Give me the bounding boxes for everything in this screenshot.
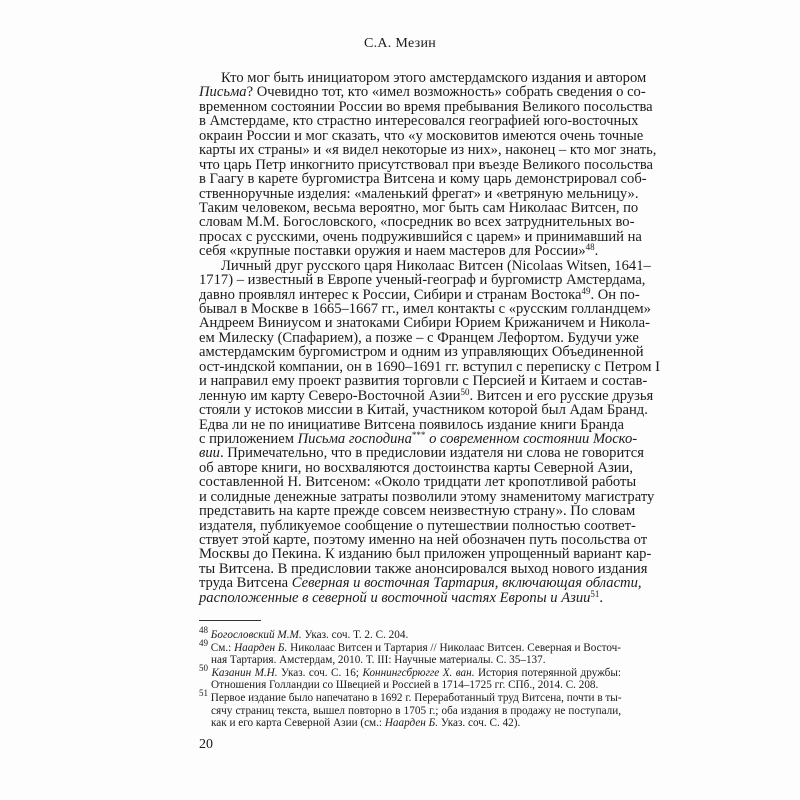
footnotes (199, 625, 622, 730)
text-run: Указ. соч. Т. 2. С. 204. (301, 629, 409, 641)
paragraph-line (199, 113, 639, 130)
text-run: Личный друг русского царя Николаас Витсен (Nicolaas Witsen, 1641– (221, 257, 651, 274)
text-run: . Витсен и его русские друзья (469, 387, 654, 404)
italic-text: расположенные в северной и восточной частях Европы и Азии (199, 589, 591, 606)
footnote-reference: 51 (199, 687, 208, 698)
footnote-line (199, 717, 621, 730)
text-run: Таким человеком, весьма вероятно, мог быть сам Николаас Витсен, по (199, 199, 639, 216)
text-run: что царь Петр инкогнито присутствовал при въезде Великого посольства (199, 156, 653, 173)
text-run: ленную им карту Северо-Восточной Азии (199, 387, 461, 404)
paragraph-line (199, 257, 651, 274)
paragraph-line (199, 301, 651, 317)
paragraph-line (199, 546, 652, 563)
footnote-line (199, 679, 621, 692)
text-run: амстердамским бургомистром и одним из управляющих Объединенной (199, 344, 644, 361)
text-run: с приложением (199, 430, 298, 447)
text-run: сячу страниц текста, вышел повторно в 1705 г.; оба издания в продажу не поступали, (211, 704, 621, 717)
paragraph-line (199, 560, 648, 577)
paragraph-line (199, 285, 640, 303)
text-run: издателя, публикуемое сообщение о путешествии полностью соответ- (199, 517, 636, 534)
text-run: просах с русскими, очень подружившийся с царем» и принимавший на (199, 228, 642, 245)
text-run: 1717) – известный в Европе ученый-географ и бургомистр Амстердама, (199, 272, 646, 289)
italic-text: о современном состоянии Моско- (425, 430, 638, 447)
text-run: словам М.М. Богословского, «посредник во всех затруднительных во- (199, 214, 635, 231)
text-run: составленной Н. Витсеном: «Около тридцати лет кропотливой работы (199, 474, 637, 491)
italic-text: вии (199, 445, 220, 462)
footnote-reference: 48 (199, 625, 208, 635)
paragraph-line (199, 127, 644, 144)
paragraph-line (199, 70, 647, 86)
text-run: Первое издание было напечатано в 1692 г. Переработанный труд Витсена, почти в ты- (208, 691, 622, 704)
text-run: . Примечательно, что в предисловии издателя ни слова не говорится (219, 445, 644, 462)
text-run: карты их страны» и «я видел некоторые из них», наконец – кто мог знать, (199, 142, 657, 159)
text-run: Едва ли не по инициативе Витсена появилось издание книги Бранда (199, 416, 624, 433)
paragraph-line (199, 98, 653, 115)
italic-text: Наарден Б. (384, 717, 439, 730)
text-run: труда Витсена (199, 575, 292, 592)
italic-text: Письма господина (297, 430, 412, 447)
paragraph-line (199, 503, 636, 520)
footnote-reference: 49 (581, 285, 591, 296)
paragraph-line (199, 474, 637, 491)
text-run: об авторе книги, но восхваляются достоинства карты Северной Азии, (199, 459, 634, 476)
footnote-reference: 51 (590, 588, 600, 599)
paragraph-line (199, 199, 639, 216)
text-run: Указ. соч. С. 42). (438, 717, 521, 730)
paragraph-line (199, 358, 661, 375)
text-run: себя «крупные поставки оружия и наем мастеров для России» (199, 243, 586, 260)
italic-text: Коннингсбрюгге Х. ван. (362, 666, 475, 679)
paragraph-line (199, 445, 644, 462)
paragraph-line (199, 532, 648, 548)
paragraph-line (199, 214, 635, 231)
italic-text: Северная и восточная Тартария, включающая области, (291, 575, 642, 592)
footnote-reference: 50 (199, 662, 208, 673)
paragraph-line (199, 272, 646, 289)
text-run: ствует этой карте, поэтому именно на ней обозначен путь посольства от (199, 532, 648, 548)
text-run: . (599, 589, 604, 606)
paragraph-line (199, 329, 639, 346)
running-header: С.А. Мезин (363, 36, 437, 51)
text-run: Отношения Голландии со Швецией и Россией в 1714–1725 гг. СПб., 2014. С. 208. (211, 679, 599, 692)
footnote-line (199, 705, 621, 718)
text-run: Москвы до Пекина. К изданию был приложен упрощенный вариант кар- (199, 546, 652, 563)
text-run: ем Милеску (Спафарием), а позже – с Францем Лефортом. Будучи уже (199, 329, 639, 346)
text-run: История потерянной дружбы: (474, 666, 622, 679)
paragraph-line (199, 244, 621, 258)
footnote-line (199, 687, 622, 705)
footnote-reference: 48 (585, 242, 595, 253)
main-text (199, 70, 661, 606)
text-run: временном состоянии России во время пребывания Великого посольства (199, 98, 653, 115)
footnote-divider (199, 620, 261, 621)
text-run: ? Очевидно тот, кто «имел возможность» собрать сведения о со- (246, 84, 646, 101)
footnote-reference: 49 (199, 637, 208, 648)
paragraph-line (199, 402, 648, 419)
text-run: ственноручные изделия: «маленький фрегат» и «ветряную мельницу». (199, 185, 639, 202)
paragraph-line (199, 575, 642, 592)
italic-text: Казанин М.Н. (211, 666, 278, 679)
text-run: Указ. соч. С. 16; (277, 666, 363, 679)
page-number: 20 (199, 737, 213, 752)
paragraph-line (199, 84, 646, 101)
paragraph-line (199, 459, 634, 476)
paragraph-line (199, 315, 651, 332)
text-run: и направил ему проект развития торговли с Персией и Китаем и состав- (199, 373, 648, 390)
text-run: бывал в Москве в 1665–1667 гг., имел контакты с «русским голландцем» (199, 301, 651, 317)
text-run: Николаас Витсен и Тартария // Николаас Витсен. Северная и Восточ- (287, 641, 621, 654)
text-run: в Гаагу в карете бургомистра Витсена и кому царь демонстрировал соб- (199, 171, 647, 188)
footnote-line (199, 625, 621, 642)
text-run: окраин России и мог сказать, что «у московитов имеются очень точные (199, 127, 644, 144)
paragraph-line (199, 588, 621, 606)
italic-text: Богословский М.М. (210, 629, 302, 641)
paragraph-line (199, 185, 639, 202)
text-run: ная Тартария. Амстердам, 2010. Т. III: Научные материалы. С. 35–137. (211, 654, 546, 667)
footnote-reference: *** (411, 429, 426, 440)
text-run: ты Витсена. В предисловии также анонсировался выход нового издания (199, 560, 648, 577)
italic-text: Письма (199, 84, 247, 101)
paragraph-line (199, 429, 638, 447)
footnote-line (199, 654, 621, 667)
paragraph-line (199, 344, 644, 361)
italic-text: Наарден Б. (234, 641, 288, 654)
text-run: ост-индской компании, он в 1690–1691 гг. вступил с переписку с Петром I (199, 358, 661, 375)
paragraph-line (199, 488, 655, 505)
text-run: . (594, 243, 599, 260)
paragraph-line (199, 171, 647, 188)
footnote-reference: 50 (460, 386, 470, 397)
paragraph-line (199, 142, 657, 159)
paragraph-line (199, 386, 654, 404)
footnote-line (199, 637, 621, 655)
text-run: Андреем Виниусом и знатоками Сибири Юрием Крижаничем и Никола- (199, 315, 651, 332)
text-run: и солидные денежные затраты позволили этому знаменитому магистрату (199, 488, 655, 505)
footnote-line (199, 662, 622, 680)
text-run: См.: (208, 641, 235, 654)
text-run: Кто мог быть инициатором этого амстердамского издания и автором (221, 70, 647, 86)
text-run: . Он по- (590, 286, 640, 303)
paragraph-line (199, 416, 624, 433)
text-run: в Амстердаме, кто страстно интересовался географией юго-восточных (199, 113, 639, 130)
text-run: стояли у истоков миссии в Китай, участником которой был Адам Бранд. (199, 402, 648, 419)
text-run: представить на карте прежде совсем неизвестную страну». По словам (199, 503, 636, 520)
text-run: давно проявлял интерес к России, Сибири и странам Востока (199, 286, 582, 303)
paragraph-line (199, 156, 653, 173)
paragraph-line (199, 373, 648, 390)
paragraph-line (199, 517, 636, 534)
text-run: как и его карта Северной Азии (см.: (211, 717, 385, 730)
